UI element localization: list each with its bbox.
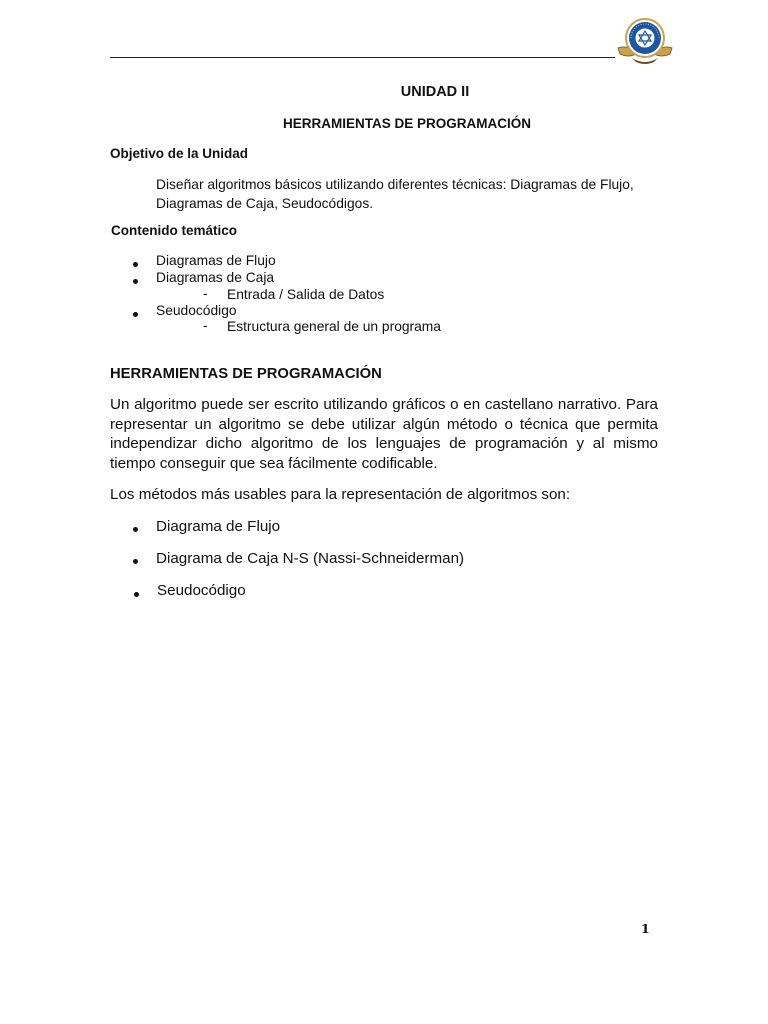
contents-item-2: Diagramas de Caja xyxy=(156,270,275,285)
header-rule xyxy=(110,57,615,58)
method-item-1: Diagrama de Flujo xyxy=(156,518,281,535)
bullet-icon xyxy=(133,312,138,317)
contents-item-3: Seudocódigo xyxy=(156,303,237,318)
bullet-icon xyxy=(133,527,138,532)
methods-intro: Los métodos más usables para la representación de algoritmos son: xyxy=(110,486,571,503)
university-seal-logo xyxy=(614,14,676,66)
contents-heading: Contenido temático xyxy=(111,223,238,238)
bullet-icon xyxy=(134,592,139,597)
bullet-icon xyxy=(133,279,138,284)
sub-item-marker: - xyxy=(203,318,208,333)
objective-line-2: Diagramas de Caja, Seudocódigos. xyxy=(156,196,374,211)
sub-item-marker: - xyxy=(203,286,208,301)
contents-subitem-1: Entrada / Salida de Datos xyxy=(227,287,385,302)
contents-subitem-2: Estructura general de un programa xyxy=(227,319,441,334)
method-item-3: Seudocódigo xyxy=(157,582,246,599)
page-number: 1 xyxy=(641,921,650,936)
objective-line-1: Diseñar algoritmos básicos utilizando diferentes técnicas: Diagramas de Flujo, xyxy=(156,177,634,192)
section-heading: HERRAMIENTAS DE PROGRAMACIÓN xyxy=(110,366,382,382)
bullet-icon xyxy=(133,262,138,267)
method-item-2: Diagrama de Caja N-S (Nassi-Schneiderman) xyxy=(156,550,465,567)
contents-item-1: Diagramas de Flujo xyxy=(156,253,276,268)
section-paragraph: Un algoritmo puede ser escrito utilizando gráficos o en castellano narrativo. Para representar un algoritmo se debe utilizar algún método o técnica que permita independizar dicho algoritmo de los lenguajes de programación y al mismo tiempo conseguir que sea fácilmente codificable. xyxy=(110,396,658,472)
bullet-icon xyxy=(133,559,138,564)
unit-title: UNIDAD II xyxy=(400,84,470,100)
objective-heading: Objetivo de la Unidad xyxy=(110,146,249,161)
unit-subtitle: HERRAMIENTAS DE PROGRAMACIÓN xyxy=(282,116,531,131)
